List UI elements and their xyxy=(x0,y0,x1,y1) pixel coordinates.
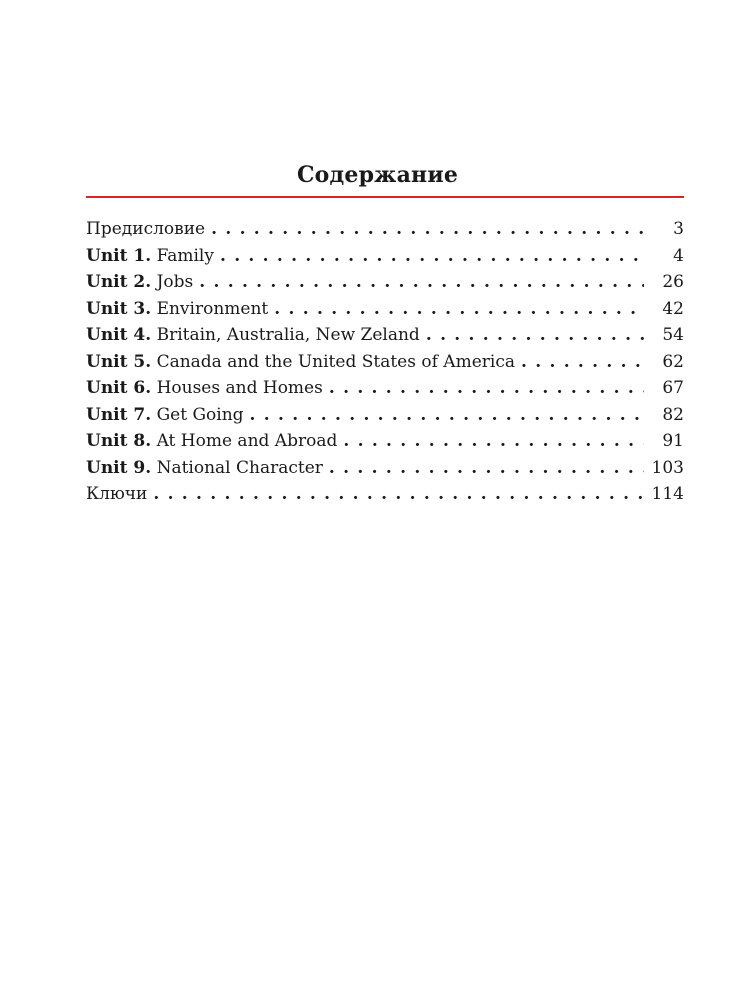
dot-leader xyxy=(220,243,644,270)
toc-entry-unit-1[interactable] xyxy=(86,243,684,270)
toc-entry-label xyxy=(86,269,193,296)
toc-entry-label xyxy=(86,375,323,402)
toc-page-number: 54 xyxy=(662,325,684,345)
toc-entry-unit-2[interactable] xyxy=(86,269,684,296)
dot-leader xyxy=(211,216,644,243)
toc-entry-title: Get Going xyxy=(151,404,244,425)
toc-page-number: 3 xyxy=(673,219,684,239)
toc-unit-number: Unit 6. xyxy=(86,378,152,398)
toc-entry-title: Ключи xyxy=(86,484,148,504)
dot-leader xyxy=(329,375,644,402)
toc-unit-number: Unit 9. xyxy=(86,457,152,478)
toc-entry-unit-7[interactable] xyxy=(86,402,684,429)
toc-entry-title: Jobs xyxy=(151,272,194,292)
table-of-contents xyxy=(86,216,684,508)
toc-page-number: 26 xyxy=(662,272,684,292)
toc-page-number: 91 xyxy=(662,431,684,451)
dot-leader xyxy=(153,481,644,508)
dot-leader xyxy=(274,296,644,323)
dot-leader xyxy=(329,455,644,482)
toc-unit-number: Unit 1. xyxy=(86,245,152,266)
toc-entry-label xyxy=(86,455,323,482)
toc-page-number: 103 xyxy=(651,457,684,478)
toc-entry-title: At Home and Abroad xyxy=(151,431,338,451)
dot-leader xyxy=(521,349,644,376)
toc-page-number: 82 xyxy=(662,404,684,425)
toc-entry-title: National Character xyxy=(151,457,323,478)
toc-entry-label xyxy=(86,243,214,270)
toc-entry-title: Family xyxy=(151,245,214,266)
toc-entry-title: Canada and the United States of America xyxy=(151,351,515,372)
toc-entry-title: Предисловие xyxy=(86,219,206,239)
toc-page-number: 67 xyxy=(662,378,684,398)
toc-entry-title: Britain, Australia, New Zeland xyxy=(151,325,420,345)
toc-page-number: 114 xyxy=(651,484,684,504)
dot-leader xyxy=(343,428,644,455)
page-title: Содержание xyxy=(296,162,459,188)
toc-entry-unit-6[interactable] xyxy=(86,375,684,402)
toc-entry-unit-5[interactable] xyxy=(86,349,684,376)
toc-entry-label xyxy=(86,349,515,376)
toc-entry-unit-3[interactable] xyxy=(86,296,684,323)
toc-entry-label xyxy=(86,216,205,243)
toc-unit-number: Unit 5. xyxy=(86,351,152,372)
title-divider xyxy=(86,196,684,198)
toc-unit-number: Unit 3. xyxy=(86,298,152,319)
toc-unit-number: Unit 2. xyxy=(86,272,152,292)
toc-entry-label xyxy=(86,322,420,349)
toc-page-number: 4 xyxy=(673,245,684,266)
toc-entry-label xyxy=(86,402,244,429)
toc-page-number: 42 xyxy=(662,298,684,319)
toc-entry-title: Environment xyxy=(151,298,269,319)
toc-entry-unit-8[interactable] xyxy=(86,428,684,455)
toc-entry-keys[interactable] xyxy=(86,481,684,508)
toc-entry-preface[interactable] xyxy=(86,216,684,243)
toc-unit-number: Unit 8. xyxy=(86,431,152,451)
dot-leader xyxy=(426,322,644,349)
toc-entry-label xyxy=(86,428,337,455)
toc-entry-unit-9[interactable] xyxy=(86,455,684,482)
dot-leader xyxy=(199,269,644,296)
dot-leader xyxy=(250,402,644,429)
toc-unit-number: Unit 4. xyxy=(86,325,152,345)
toc-page-number: 62 xyxy=(662,351,684,372)
toc-entry-unit-4[interactable] xyxy=(86,322,684,349)
toc-unit-number: Unit 7. xyxy=(86,404,152,425)
toc-entry-label xyxy=(86,296,268,323)
toc-entry-label xyxy=(86,481,147,508)
toc-entry-title: Houses and Homes xyxy=(151,378,323,398)
